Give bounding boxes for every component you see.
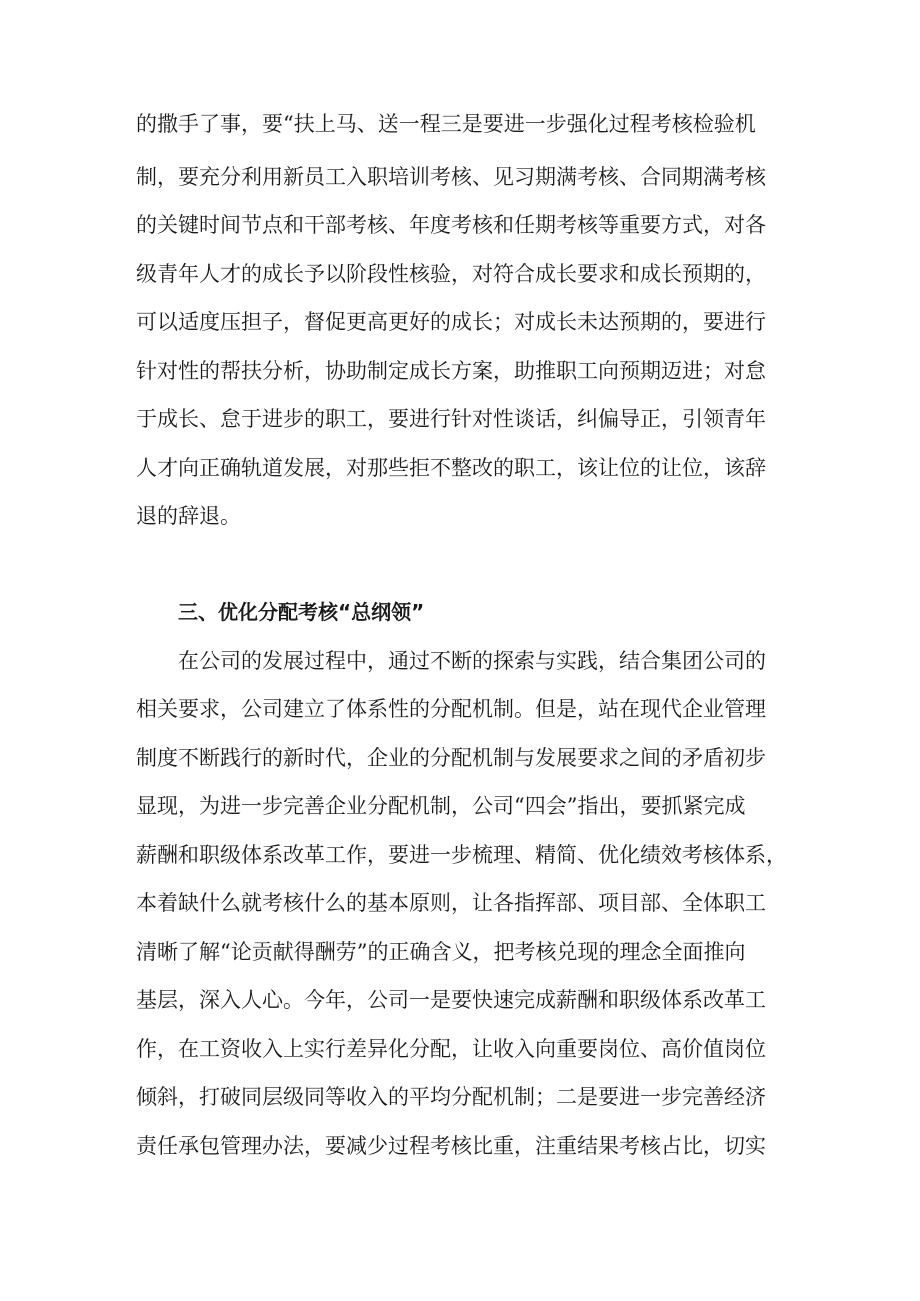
paragraph-1-line-3 [0,205,920,245]
text-line: 制，要充分利用新员工入职培训考核、见习期满考核、合同期满考核 [136,165,766,189]
text-line: 的关键时间节点和干部考核、年度考核和任期考核等重要方式，对各 [136,213,766,237]
section-heading-text: 三、优化分配考核“总纲领” [178,600,425,624]
text-line: 相关要求，公司建立了体系性的分配机制。但是，站在现代企业管理 [136,697,766,721]
text-line: 针对性的帮扶分析，协助制定成长方案，助推职工向预期迈进；对怠 [136,359,766,383]
paragraph-1-line-5 [0,302,920,342]
paragraph-2-line-11 [0,1126,920,1166]
text-line: 可以适度压担子，督促更高更好的成长；对成长未达预期的，要进行 [136,310,766,334]
text-line: 于成长、怠于进步的职工，要进行针对性谈话，纠偏导正，引领青年 [136,407,766,431]
paragraph-1-line-9 [0,496,920,536]
text-line: 倾斜，打破同层级同等收入的平均分配机制；二是要进一步完善经济 [136,1085,766,1109]
paragraph-1-line-7 [0,399,920,439]
text-line: 薪酬和职级体系改革工作，要进一步梳理、精简、优化绩效考核体系， [136,843,787,867]
paragraph-2-line-4 [0,786,920,826]
paragraph-1-line-8 [0,448,920,488]
text-line: 基层，深入人心。今年，公司一是要快速完成薪酬和职级体系改革工 [136,988,766,1012]
paragraph-2-line-7 [0,932,920,972]
text-line: 在公司的发展过程中，通过不断的探索与实践，结合集团公司的 [178,649,766,673]
text-line: 作，在工资收入上实行差异化分配，让收入向重要岗位、高价值岗位 [136,1037,766,1061]
paragraph-2-line-8 [0,980,920,1020]
paragraph-1-line-1 [0,104,920,144]
paragraph-1-line-4 [0,254,920,294]
section-heading [0,592,920,632]
text-line: 制度不断践行的新时代，企业的分配机制与发展要求之间的矛盾初步 [136,746,766,770]
paragraph-2-line-5 [0,835,920,875]
text-line: 退的辞退。 [136,504,241,528]
text-line: 清晰了解“论贡献得酬劳”的正确含义，把考核兑现的理念全面推向 [136,940,746,964]
text-line: 责任承包管理办法，要减少过程考核比重，注重结果考核占比，切实 [136,1134,766,1158]
paragraph-2-line-6 [0,883,920,923]
text-line: 本着缺什么就考核什么的基本原则，让各指挥部、项目部、全体职工 [136,891,766,915]
paragraph-1-line-2 [0,157,920,197]
text-line: 的撒手了事，要“扶上马、送一程三是要进一步强化过程考核检验机 [136,112,756,136]
paragraph-2-line-3 [0,738,920,778]
text-line: 级青年人才的成长予以阶段性核验，对符合成长要求和成长预期的， [136,262,766,286]
paragraph-2-line-9 [0,1029,920,1069]
paragraph-1-line-6 [0,351,920,391]
paragraph-2-line-10 [0,1077,920,1117]
paragraph-2-line-1 [0,641,920,681]
text-line: 显现，为进一步完善企业分配机制，公司“四会”指出，要抓紧完成 [136,794,746,818]
text-line: 人才向正确轨道发展，对那些拒不整改的职工，该让位的让位，该辞 [136,456,766,480]
paragraph-2-line-2 [0,689,920,729]
